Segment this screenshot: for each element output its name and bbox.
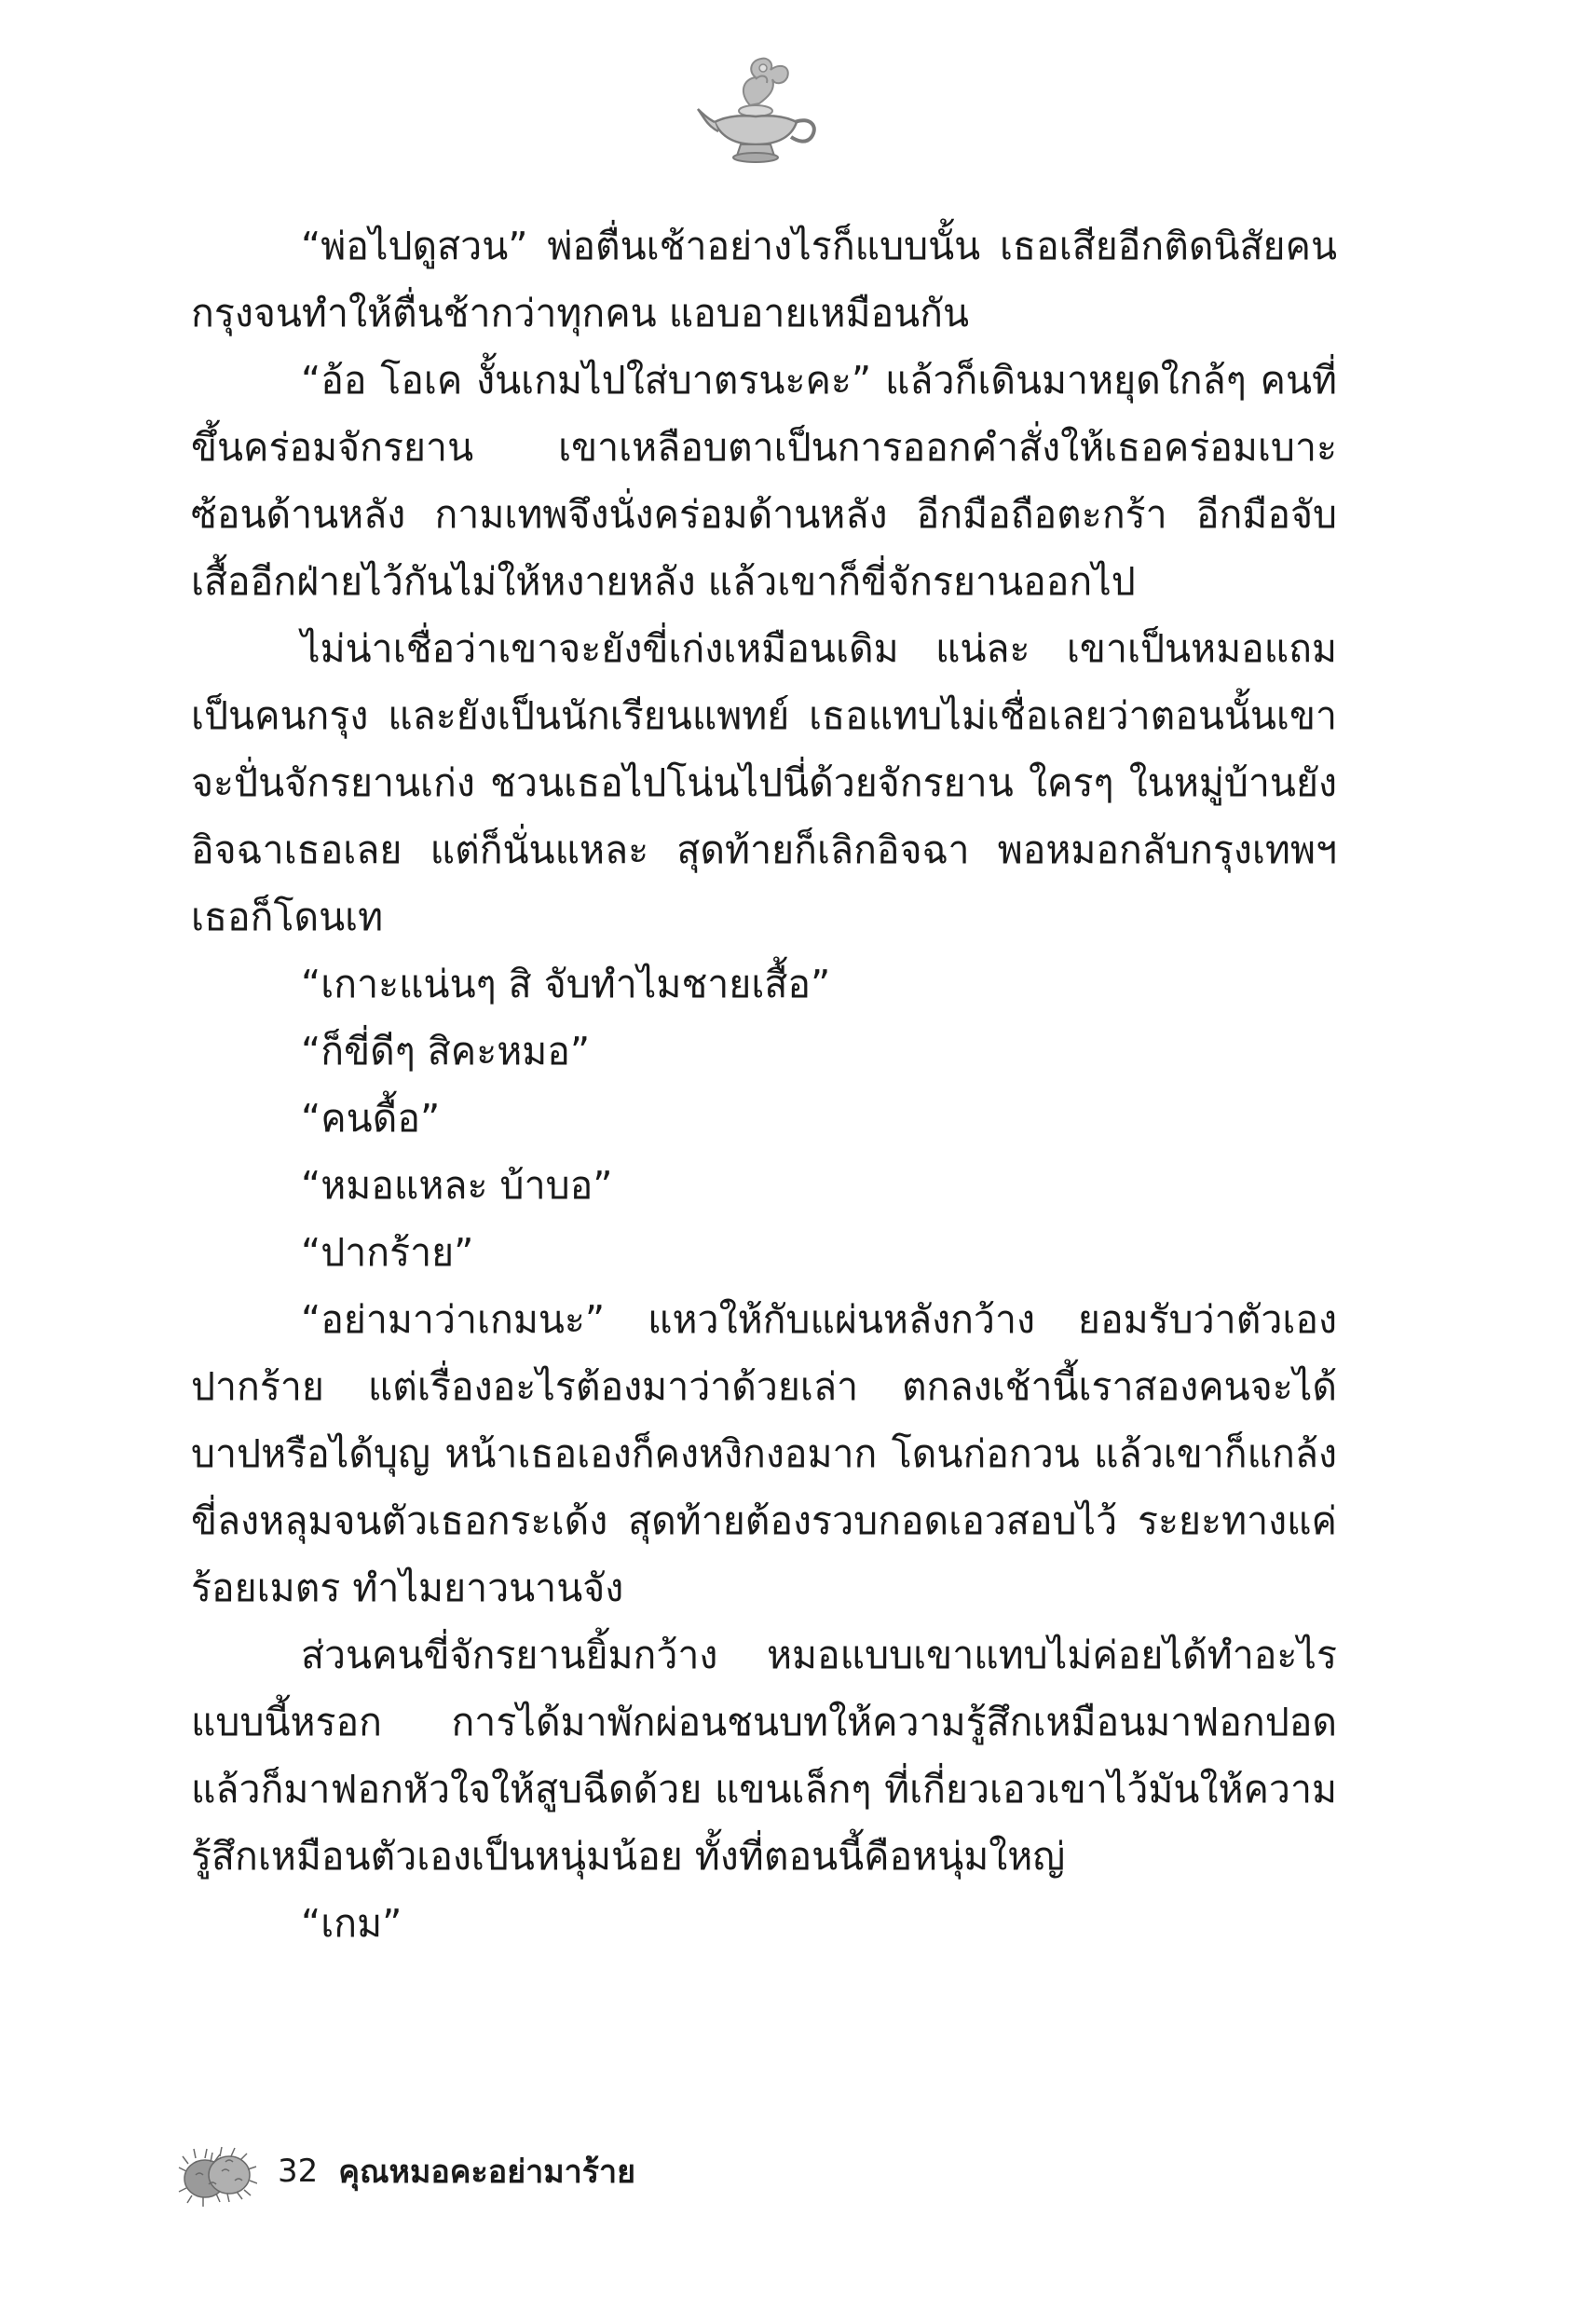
rambutan-icon [177,2134,257,2208]
book-title: คุณหมอคะอย่ามาร้าย [338,2154,636,2191]
paragraph: “อย่ามาว่าเกมนะ” แหวให้กับแผ่นหลังกว้าง ยอมรับว่าตัวเองปากร้าย แต่เรื่องอะไรต้องมาว่าด้วยเล่า ตกลงเช้านี้เราสองคนจะได้บาปหรือได้บุญ หน้าเธอเองก็คงหงิกงอมาก โดนก่อกวน แล้วเขาก็แกล้งขี่ลงหลุมจนตัวเธอกระเด้ง สุดท้ายต้องรวบกอดเอวสอบไว้ ระยะทางแค่ร้อยเมตร ทำไมยาวนานจัง [191,1297,1337,1610]
dialog-line: “ก็ขี่ดีๆ สิคะหมอ” [301,1029,591,1073]
dialog-line: “เกม” [301,1901,402,1946]
paragraph: ไม่น่าเชื่อว่าเขาจะยังขี่เก่งเหมือนเดิม แน่ละ เขาเป็นหมอแถมเป็นคนกรุง และยังเป็นนักเรียนแพทย์ เธอแทบไม่เชื่อเลยว่าตอนนั้นเขาจะปั่นจักรยานเก่ง ชวนเธอไปโน่นไปนี่ด้วยจักรยาน ใครๆ ในหมู่บ้านยังอิจฉาเธอเลย แต่ก็นั่นแหละ สุดท้ายก็เลิกอิจฉา พอหมอกลับกรุงเทพฯ เธอก็โดนเท [191,626,1337,939]
paragraph: ส่วนคนขี่จักรยานยิ้มกว้าง หมอแบบเขาแทบไม่ค่อยได้ทำอะไรแบบนี้หรอก การได้มาพักผ่อนชนบทให้ความรู้สึกเหมือนมาฟอกปอดแล้วก็มาฟอกหัวใจให้สูบฉีดด้วย แขนเล็กๆ ที่เกี่ยวเอวเขาไว้มันให้ความรู้สึกเหมือนตัวเองเป็นหนุ่มน้อย ทั้งที่ตอนนี้คือหนุ่มใหญ่ [191,1633,1337,1879]
genie-lamp-icon [694,51,825,168]
body-text [191,212,1337,1957]
page-footer [177,2134,635,2208]
dialog-line: “คนดื้อ” [301,1096,441,1141]
dialog-line: “เกาะแน่นๆ สิ จับทำไมชายเสื้อ” [301,962,831,1006]
paragraph: “อ้อ โอเค งั้นเกมไปใส่บาตรนะคะ” แล้วก็เดินมาหยุดใกล้ๆ คนที่ขึ้นคร่อมจักรยาน เขาเหลือบตาเป็นการออกคำสั่งให้เธอคร่อมเบาะซ้อนด้านหลัง กามเทพจึงนั่งคร่อมด้านหลัง อีกมือถือตะกร้า อีกมือจับเสื้ออีกฝ่ายไว้กันไม่ให้หงายหลัง แล้วเขาก็ขี่จักรยานออกไป [191,358,1337,604]
page-number: 32 [278,2153,319,2190]
paragraph: “พ่อไปดูสวน” พ่อตื่นเช้าอย่างไรก็แบบนั้น เธอเสียอีกติดนิสัยคนกรุงจนทำให้ตื่นช้ากว่าทุกคน แอบอายเหมือนกัน [191,224,1337,335]
dialog-line: “ปากร้าย” [301,1230,474,1275]
dialog-line: “หมอแหละ บ้าบอ” [301,1163,613,1208]
